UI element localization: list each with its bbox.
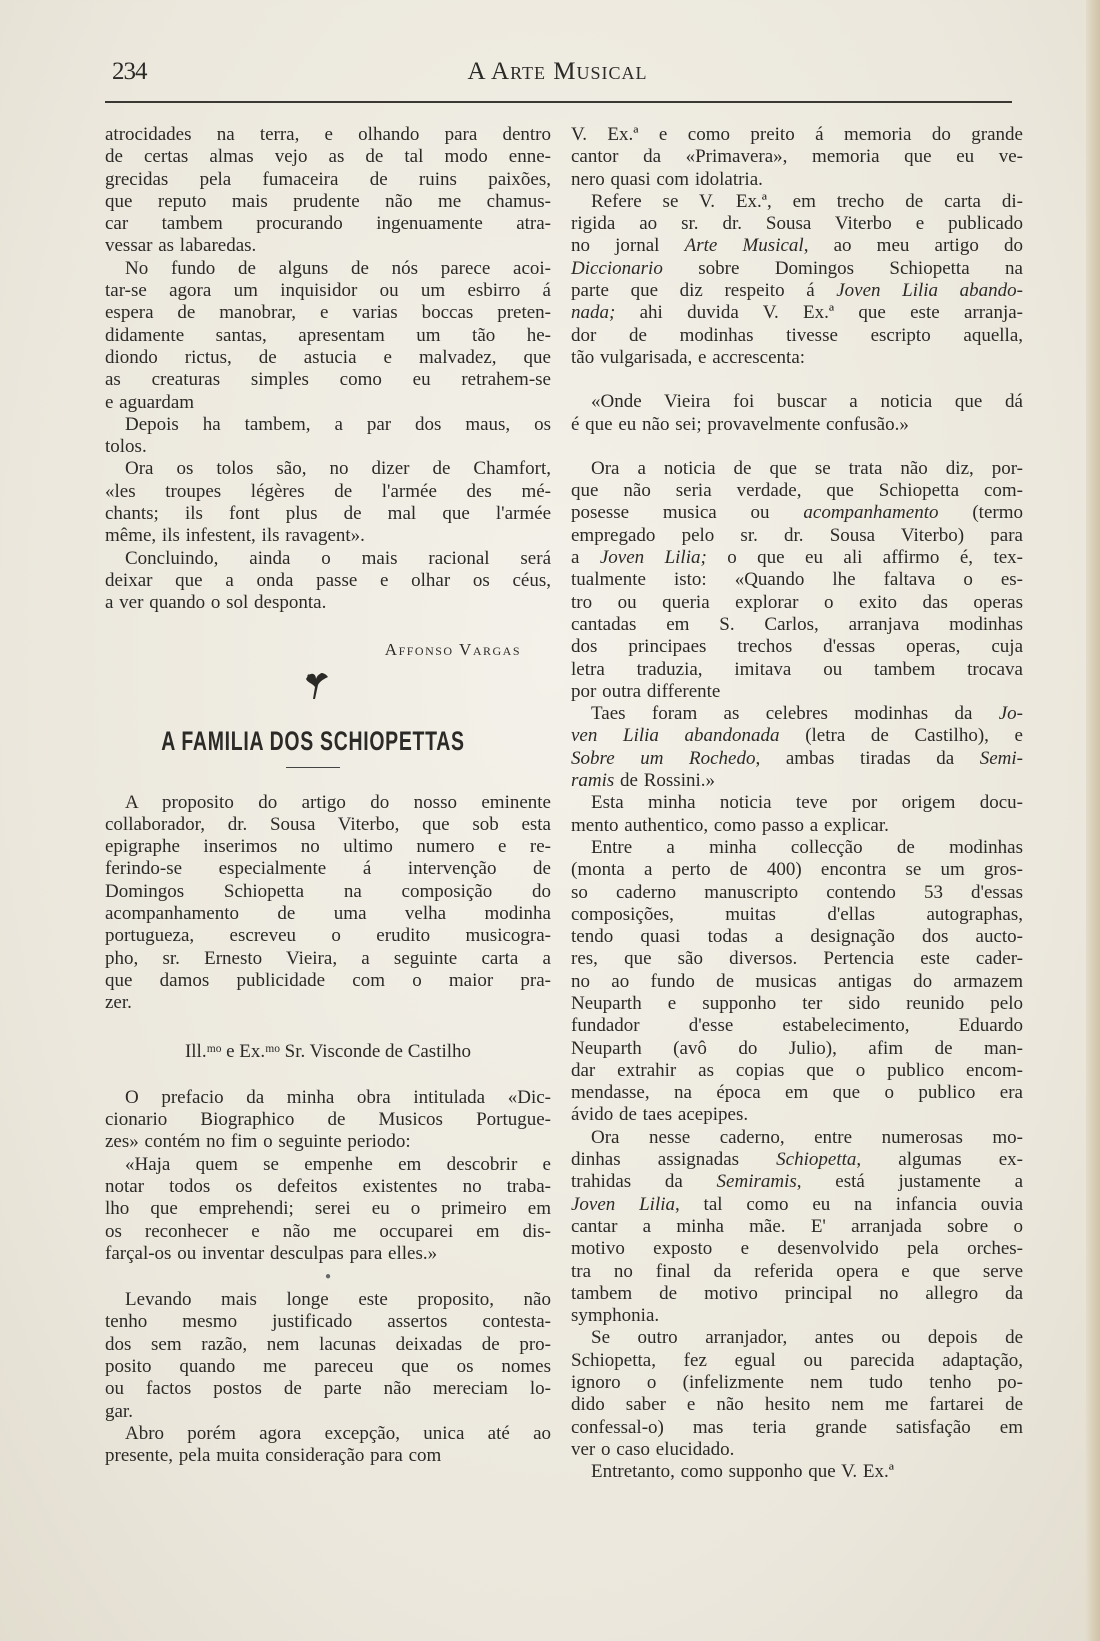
article-title: A FAMILIA DOS SCHIOPETTAS xyxy=(161,725,465,756)
text-run: so caderno manuscripto contendo 53 d'essas xyxy=(571,881,1023,903)
text-line xyxy=(105,592,551,614)
text-line xyxy=(105,1334,551,1356)
text-line xyxy=(105,1378,551,1400)
italic-text-run: Jo- xyxy=(998,703,1023,725)
text-run: Domingos Schiopetta na composição do xyxy=(105,880,551,902)
text-run: O prefacio da minha obra intitulada «Dic- xyxy=(125,1086,551,1108)
text-line xyxy=(571,1082,1023,1104)
text-line xyxy=(105,1311,551,1333)
text-run: tendo quasi todas a designação dos aucto- xyxy=(571,926,1023,948)
text-line xyxy=(571,659,1023,681)
text-run: tenho mesmo justificado assertos contesta- xyxy=(105,1311,551,1333)
text-line xyxy=(571,1305,1023,1327)
italic-text-run: ramis xyxy=(571,770,615,792)
text-line xyxy=(105,1445,551,1467)
text-run: ahi duvida V. Ex.ª que este arranja- xyxy=(615,302,1023,324)
italic-text-run: Joven Lilia xyxy=(571,1193,675,1215)
text-line xyxy=(105,481,551,503)
text-line xyxy=(105,458,551,480)
text-line xyxy=(571,146,1023,168)
text-line xyxy=(105,347,551,369)
text-run: Ora a noticia de que se trata não diz, por- xyxy=(591,457,1023,479)
text-run: Concluindo, ainda o mais racional será xyxy=(125,547,551,569)
text-line xyxy=(571,1283,1023,1305)
printer-mark: ● xyxy=(324,1271,332,1283)
text-run: «Haja quem se empenhe em descobrir e xyxy=(125,1153,551,1175)
text-run: presente, pela muita consideração para com xyxy=(105,1445,442,1467)
text-run: o que eu ali affirmo é, tex- xyxy=(706,547,1024,569)
text-run: no ao fundo de musicas antigas do armazem xyxy=(571,970,1023,992)
italic-text-run: nada; xyxy=(571,302,616,324)
text-run: (termo xyxy=(938,502,1023,524)
text-line xyxy=(571,502,1023,524)
text-line xyxy=(571,725,1023,747)
paragraph xyxy=(105,1423,551,1468)
text-line xyxy=(571,681,1023,703)
text-line xyxy=(571,191,1023,213)
text-run: motivo exposto e desenvolvido pela orches- xyxy=(571,1238,1023,1260)
text-run: Entre a minha collecção de modinhas xyxy=(591,836,1023,858)
text-line xyxy=(105,1356,551,1378)
text-run: cantadas em S. Carlos, arranjava modinhas xyxy=(571,613,1023,635)
text-line xyxy=(571,1194,1023,1216)
text-run: ignoro o (infelizmente nem tudo tenho po- xyxy=(571,1372,1023,1394)
text-run: sobre Domingos Schiopetta na xyxy=(662,257,1023,279)
text-line xyxy=(105,1198,551,1220)
paragraph xyxy=(571,703,1023,792)
text-run: trahidas da xyxy=(571,1171,717,1193)
text-line xyxy=(571,414,1023,436)
text-line xyxy=(105,235,551,257)
text-run: ver o caso elucidado. xyxy=(571,1438,735,1460)
text-run: a ver quando o sol desponta. xyxy=(105,592,327,614)
text-line xyxy=(105,925,551,947)
text-run: composições, muitas d'ellas autographas, xyxy=(571,903,1023,925)
text-line xyxy=(105,302,551,324)
text-line xyxy=(105,146,551,168)
text-line xyxy=(105,1176,551,1198)
text-line xyxy=(105,1423,551,1445)
paragraph xyxy=(571,124,1023,191)
text-run: zes» contém no fim o seguinte periodo: xyxy=(105,1131,411,1153)
text-run: e aguardam xyxy=(105,391,195,413)
text-line xyxy=(105,436,551,458)
text-line xyxy=(571,458,1023,480)
text-run: nero quasi com idolatria. xyxy=(571,168,763,190)
text-line xyxy=(105,881,551,903)
paragraph xyxy=(571,458,1023,703)
text-line xyxy=(105,948,551,970)
text-run: cantor da «Primavera», memoria que eu ve- xyxy=(571,146,1023,168)
header-rule xyxy=(105,101,1012,103)
paragraph xyxy=(105,1154,551,1265)
text-line xyxy=(571,926,1023,948)
text-line xyxy=(571,325,1023,347)
text-run: gar. xyxy=(105,1400,133,1422)
text-line xyxy=(105,503,551,525)
text-line xyxy=(105,903,551,925)
text-run: chants; ils font plus de mal que l'armée xyxy=(105,503,551,525)
text-line xyxy=(571,1060,1023,1082)
text-line xyxy=(105,814,551,836)
text-line xyxy=(571,792,1023,814)
text-line xyxy=(105,191,551,213)
text-line xyxy=(571,882,1023,904)
page-number: 234 xyxy=(112,58,147,85)
text-run: Ora os tolos são, no dizer de Chamfort, xyxy=(125,458,551,480)
text-line xyxy=(105,570,551,592)
text-line xyxy=(105,1221,551,1243)
text-line xyxy=(571,1104,1023,1126)
text-line xyxy=(571,859,1023,881)
text-run: Se outro arranjador, antes ou depois de xyxy=(591,1327,1023,1349)
text-line xyxy=(105,280,551,302)
text-line xyxy=(571,1350,1023,1372)
text-run: Taes foram as celebres modinhas da xyxy=(591,703,999,725)
text-run: que damos publicidade com o maior pra- xyxy=(105,969,551,991)
text-run: vessar as labaredas. xyxy=(105,235,257,257)
text-line xyxy=(571,280,1023,302)
text-line xyxy=(571,1216,1023,1238)
text-line xyxy=(105,169,551,191)
text-run: deixar que a onda passe e olhar os céus, xyxy=(105,569,551,591)
italic-text-run: Joven Lilia abando- xyxy=(836,280,1023,302)
text-line xyxy=(571,1171,1023,1193)
text-line xyxy=(105,792,551,814)
text-line xyxy=(571,837,1023,859)
text-line xyxy=(571,1372,1023,1394)
paragraph xyxy=(105,792,551,1015)
text-line xyxy=(571,748,1023,770)
paragraph xyxy=(105,258,551,414)
text-run: confessal-o) mas teria grande satisfação em xyxy=(571,1416,1023,1438)
page-edge xyxy=(1086,0,1100,1641)
text-line xyxy=(571,235,1023,257)
text-run: , ao meu artigo do xyxy=(803,235,1023,257)
paragraph xyxy=(571,1127,1023,1328)
text-run: , algumas ex- xyxy=(856,1149,1023,1171)
text-run: cantar a minha mãe. E' arranjada sobre o xyxy=(571,1215,1023,1237)
text-line xyxy=(571,993,1023,1015)
text-run: Abro porém agora excepção, unica até ao xyxy=(125,1422,551,1444)
text-line xyxy=(571,258,1023,280)
block-quote xyxy=(571,391,1023,436)
text-run: , tal como eu na infancia ouvia xyxy=(675,1193,1023,1215)
text-run: dido saber e não hesito nem me fartarei de xyxy=(571,1394,1023,1416)
text-line xyxy=(105,970,551,992)
text-line xyxy=(571,547,1023,569)
text-line xyxy=(571,169,1023,191)
text-run: tar-se agora um inquisidor ou um esbirro á xyxy=(105,280,551,302)
text-run: tão vulgarisada, e accrescenta: xyxy=(571,346,806,368)
text-run: Depois ha tambem, a par dos maus, os xyxy=(125,413,551,435)
text-run: que reputo mais prudente não me chamus- xyxy=(105,190,551,212)
paragraph xyxy=(105,1087,551,1154)
text-line xyxy=(571,1238,1023,1260)
text-line xyxy=(571,1127,1023,1149)
text-line xyxy=(571,1417,1023,1439)
italic-text-run: acompanhamento xyxy=(803,502,939,524)
right-column xyxy=(571,124,1023,1484)
text-line xyxy=(571,592,1023,614)
paragraph xyxy=(571,792,1023,837)
paragraph xyxy=(571,191,1023,369)
text-run: rigida ao sr. dr. Sousa Viterbo e publicado xyxy=(571,213,1023,235)
text-run: por outra differente xyxy=(571,680,721,702)
text-run: os reconhecer e não me occuparei em dis- xyxy=(105,1220,551,1242)
text-line xyxy=(571,213,1023,235)
running-title: A Arte Musical xyxy=(467,58,648,85)
text-line xyxy=(105,392,551,414)
italic-text-run: Sobre um Rochedo xyxy=(571,747,756,769)
text-line xyxy=(571,948,1023,970)
text-line xyxy=(105,258,551,280)
text-run: , está justamente a xyxy=(796,1171,1024,1193)
text-run: dar extrahir as copias que o publico encom- xyxy=(571,1059,1023,1081)
text-run: que não seria verdade, que Schiopetta com- xyxy=(571,480,1023,502)
text-line xyxy=(105,858,551,880)
text-line xyxy=(571,525,1023,547)
text-line xyxy=(105,124,551,146)
text-line xyxy=(571,1149,1023,1171)
text-run: cionario Biographico de Musicos Portugue- xyxy=(105,1109,551,1131)
text-line xyxy=(571,614,1023,636)
text-line xyxy=(571,1327,1023,1349)
text-run: A proposito do artigo do nosso eminente xyxy=(125,791,551,813)
text-run: (monta a perto de 400) encontra se um gros- xyxy=(571,859,1023,881)
text-line xyxy=(571,971,1023,993)
text-run: dos principaes trechos d'essas operas, cuja xyxy=(571,636,1023,658)
text-run: é que eu não sei; provavelmente confusão.» xyxy=(571,413,909,435)
text-line xyxy=(571,480,1023,502)
text-run: Schiopetta, fez egual ou parecida adaptação, xyxy=(571,1349,1023,1371)
text-run: tambem de motivo principal no allegro da xyxy=(571,1282,1023,1304)
text-run: de certas almas vejo as de tal modo enne- xyxy=(105,146,551,168)
text-run: portugueza, escreveu o erudito musicogra- xyxy=(105,925,551,947)
paragraph xyxy=(105,548,551,615)
text-run: didamente santas, apresentam um tão he- xyxy=(105,324,551,346)
text-run: Esta minha noticia teve por origem docu- xyxy=(591,792,1023,814)
left-column xyxy=(105,124,551,1468)
text-run: Ora nesse caderno, entre numerosas mo- xyxy=(591,1126,1023,1148)
text-run: Neuparth (avô do Julio), afim de man- xyxy=(571,1037,1023,1059)
author-signature: Affonso Vargas xyxy=(384,639,521,659)
text-line xyxy=(105,1131,551,1153)
text-run: epigraphe inserimos no ultimo numero e re- xyxy=(105,836,551,858)
text-run: mendasse, na época em que o publico era xyxy=(571,1082,1023,1104)
text-line xyxy=(571,1394,1023,1416)
paragraph xyxy=(571,1461,1023,1483)
text-run: posesse musica ou xyxy=(571,502,804,524)
text-run: atrocidades na terra, e olhando para dentro xyxy=(105,124,551,145)
text-run: a xyxy=(571,547,600,569)
text-run: Entretanto, como supponho que V. Ex.ª xyxy=(591,1461,894,1483)
text-line xyxy=(105,369,551,391)
text-run: , ambas tiradas da xyxy=(755,747,980,769)
text-line xyxy=(571,904,1023,926)
text-line xyxy=(105,325,551,347)
italic-text-run: Diccionario xyxy=(571,257,663,279)
paragraph xyxy=(571,837,1023,1127)
text-line xyxy=(571,347,1023,369)
text-run: diondo rictus, de astucia e malvadez, que xyxy=(105,346,551,368)
text-line xyxy=(571,1038,1023,1060)
text-line xyxy=(571,770,1023,792)
paragraph xyxy=(571,1327,1023,1461)
text-line xyxy=(571,569,1023,591)
text-run: «Onde Vieira foi buscar a noticia que dá xyxy=(591,391,1023,413)
italic-text-run: ven Lilia abandonada xyxy=(571,725,780,747)
text-run: dor de modinhas tivesse escripto aquella, xyxy=(571,324,1023,346)
text-run: dos sem razão, nem lacunas deixadas de pro- xyxy=(105,1333,551,1355)
text-run: «les troupes légères de l'armée des mé- xyxy=(105,480,551,502)
text-run: as creaturas simples como eu retrahem-se xyxy=(105,369,551,391)
text-line xyxy=(571,391,1023,413)
text-line xyxy=(571,1439,1023,1461)
text-run: parte que diz respeito á xyxy=(571,280,837,302)
text-line xyxy=(105,836,551,858)
italic-text-run: Semiramis xyxy=(716,1171,797,1193)
text-line xyxy=(571,703,1023,725)
italic-text-run: Schiopetta xyxy=(776,1149,857,1171)
paragraph xyxy=(105,1289,551,1423)
text-run: collaborador, dr. Sousa Viterbo, que sob esta xyxy=(105,813,551,835)
text-run: Neuparth e supponho ter sido reunido pelo xyxy=(571,992,1023,1014)
text-run: Refere se V. Ex.ª, em trecho de carta di- xyxy=(591,190,1023,212)
text-line xyxy=(571,1261,1023,1283)
text-run: fundador d'esse estabelecimento, Eduardo xyxy=(571,1015,1023,1037)
text-run: res, que são diversos. Pertencia este cader- xyxy=(571,948,1023,970)
text-run: letra traduzia, imitava ou tambem trocava xyxy=(571,658,1023,680)
text-run: symphonia. xyxy=(571,1305,660,1327)
text-run: grecidas pela fumaceira de ruins paixões, xyxy=(105,168,551,190)
text-run: ou factos postos de parte não mereciam lo- xyxy=(105,1378,551,1400)
text-run: tra no final da referida opera e que serve xyxy=(571,1260,1023,1282)
text-run: tro ou queria explorar o exito das operas xyxy=(571,591,1023,613)
italic-text-run: Joven Lilia; xyxy=(599,547,707,569)
text-run: car tambem procurando ingenuamente atra- xyxy=(105,213,551,235)
text-line xyxy=(105,992,551,1014)
text-run: empregado pelo sr. dr. Sousa Viterbo) para xyxy=(571,524,1023,546)
text-run: Levando mais longe este proposito, não xyxy=(125,1289,551,1311)
text-line xyxy=(571,815,1023,837)
text-run: de Rossini.» xyxy=(614,770,715,792)
text-line xyxy=(105,414,551,436)
ornament-icon xyxy=(85,667,551,715)
text-line xyxy=(105,213,551,235)
text-run: notar todos os defeitos existentes no traba- xyxy=(105,1175,551,1197)
paragraph xyxy=(105,124,551,258)
text-run: pho, sr. Ernesto Vieira, a seguinte carta a xyxy=(105,947,551,969)
paragraph xyxy=(105,414,551,459)
text-run: tualmente isto: «Quando lhe faltava o es- xyxy=(571,569,1023,591)
text-run: acompanhamento de uma velha modinha xyxy=(105,903,551,925)
text-run: ávido de taes acepipes. xyxy=(571,1104,749,1126)
text-line xyxy=(105,1087,551,1109)
text-run: lho que emprehendi; serei eu o primeiro em xyxy=(105,1198,551,1220)
text-line xyxy=(105,548,551,570)
text-run: mento authentico, como passo a explicar. xyxy=(571,814,889,836)
text-run: ferindo-se especialmente á intervenção de xyxy=(105,858,551,880)
paragraph xyxy=(105,458,551,547)
text-line xyxy=(571,124,1023,146)
text-run: posito quando me pareceu que os nomes xyxy=(105,1356,551,1378)
text-line xyxy=(105,1243,551,1265)
text-run: même, ils infestent, ils ravagent». xyxy=(105,525,365,547)
text-run: (letra de Castilho), e xyxy=(779,725,1023,747)
text-run: No fundo de alguns de nós parece acoi- xyxy=(125,257,551,279)
text-line xyxy=(105,1154,551,1176)
text-line xyxy=(105,1289,551,1311)
text-line xyxy=(105,1109,551,1131)
text-line xyxy=(571,636,1023,658)
text-run: no jornal xyxy=(571,235,685,257)
italic-text-run: Arte Musical xyxy=(684,235,804,257)
text-line xyxy=(105,1401,551,1423)
text-run: espera de manobrar, e varias boccas preten- xyxy=(105,302,551,324)
text-line xyxy=(571,1015,1023,1037)
text-run: dinhas assignadas xyxy=(571,1149,777,1171)
text-run: zer. xyxy=(105,992,132,1014)
text-run: tolos. xyxy=(105,436,147,458)
text-line xyxy=(105,525,551,547)
text-run: farçal-os ou inventar desculpas para elles.» xyxy=(105,1242,438,1264)
letter-salutation: Ill.ᵐᵒ e Ex.ᵐᵒ Sr. Visconde de Castilho xyxy=(184,1040,472,1062)
title-rule xyxy=(286,767,340,768)
text-line xyxy=(571,302,1023,324)
italic-text-run: Semi- xyxy=(979,747,1023,769)
text-line xyxy=(571,1461,1023,1483)
text-run: V. Ex.ª e como preito á memoria do grande xyxy=(571,124,1023,145)
